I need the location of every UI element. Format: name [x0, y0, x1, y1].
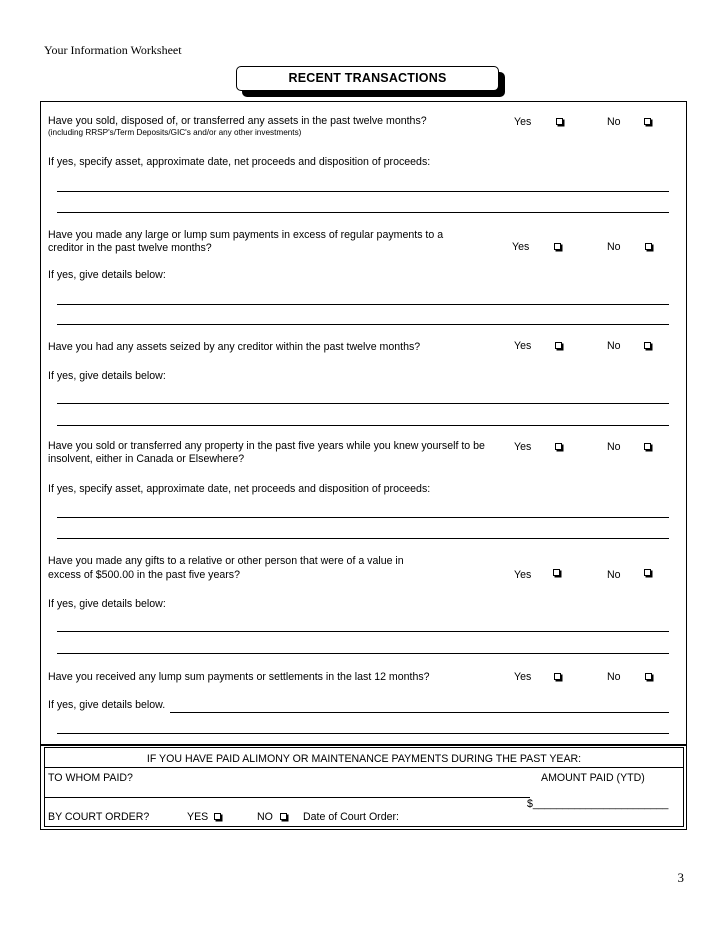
- question-2-no-label: No: [607, 241, 621, 253]
- answer-line[interactable]: [57, 425, 669, 426]
- question-5-no-checkbox[interactable]: [644, 569, 651, 576]
- question-1-subtext: (including RRSP's/Term Deposits/GIC's and/or any other investments): [48, 128, 302, 137]
- amount-paid-label: AMOUNT PAID (YTD): [541, 772, 645, 784]
- answer-line[interactable]: [57, 304, 669, 305]
- question-3-yes-label: Yes: [514, 340, 532, 352]
- amount-paid-field[interactable]: $_______________________: [527, 798, 669, 810]
- answer-line[interactable]: [57, 403, 669, 404]
- court-order-no-label: NO: [257, 811, 273, 823]
- answer-line[interactable]: [57, 191, 669, 192]
- question-5-yes-checkbox[interactable]: [553, 569, 560, 576]
- question-6-no-checkbox[interactable]: [645, 673, 652, 680]
- court-order-no-checkbox[interactable]: [280, 813, 287, 820]
- question-2-text: Have you made any large or lump sum payments in excess of regular payments to a: [48, 229, 444, 241]
- questions-frame: [40, 101, 687, 746]
- question-6-no-label: No: [607, 671, 621, 683]
- question-3-yes-checkbox[interactable]: [555, 342, 562, 349]
- question-2-yes-label: Yes: [512, 241, 530, 253]
- question-3-detail-prompt: If yes, give details below:: [48, 370, 166, 382]
- question-2-detail-prompt: If yes, give details below:: [48, 269, 166, 281]
- question-3-text: Have you had any assets seized by any creditor within the past twelve months?: [48, 341, 421, 353]
- answer-line[interactable]: [57, 517, 669, 518]
- question-5-text-cont: excess of $500.00 in the past five years?: [48, 569, 240, 581]
- answer-line[interactable]: [57, 631, 669, 632]
- worksheet-header: Your Information Worksheet: [44, 43, 182, 57]
- question-4-yes-label: Yes: [514, 441, 532, 453]
- divider: [44, 767, 684, 768]
- question-2-text-cont: creditor in the past twelve months?: [48, 242, 212, 254]
- answer-line[interactable]: [57, 733, 669, 734]
- question-2-no-checkbox[interactable]: [645, 243, 652, 250]
- question-4-yes-checkbox[interactable]: [555, 443, 562, 450]
- question-1-yes-label: Yes: [514, 116, 532, 128]
- question-4-text-cont: insolvent, either in Canada or Elsewhere?: [48, 453, 245, 465]
- question-4-no-checkbox[interactable]: [644, 443, 651, 450]
- question-4-detail-prompt: If yes, specify asset, approximate date, net proceeds and disposition of proceeds:: [48, 483, 431, 495]
- question-2-yes-checkbox[interactable]: [554, 243, 561, 250]
- question-6-detail-prompt: If yes, give details below.: [48, 699, 166, 711]
- court-order-date-label: Date of Court Order:: [303, 811, 399, 823]
- question-4-no-label: No: [607, 441, 621, 453]
- question-1-text: Have you sold, disposed of, or transferred any assets in the past twelve months?: [48, 115, 427, 127]
- court-order-yes-checkbox[interactable]: [214, 813, 221, 820]
- court-order-yes-label: YES: [187, 811, 209, 823]
- section-banner: RECENT TRANSACTIONS: [236, 66, 499, 91]
- answer-line[interactable]: [57, 653, 669, 654]
- question-6-text: Have you received any lump sum payments or settlements in the last 12 months?: [48, 671, 430, 683]
- answer-line[interactable]: [57, 324, 669, 325]
- answer-line[interactable]: [57, 212, 669, 213]
- answer-line[interactable]: [57, 538, 669, 539]
- question-5-no-label: No: [607, 569, 621, 581]
- question-1-no-label: No: [607, 116, 621, 128]
- question-5-text: Have you made any gifts to a relative or other person that were of a value in: [48, 555, 404, 567]
- question-1-detail-prompt: If yes, specify asset, approximate date, net proceeds and disposition of proceeds:: [48, 156, 431, 168]
- court-order-label: BY COURT ORDER?: [48, 811, 150, 823]
- page-number: 3: [677, 870, 684, 885]
- alimony-title: IF YOU HAVE PAID ALIMONY OR MAINTENANCE PAYMENTS DURING THE PAST YEAR:: [146, 753, 582, 765]
- question-3-no-label: No: [607, 340, 621, 352]
- question-5-detail-prompt: If yes, give details below:: [48, 598, 166, 610]
- to-whom-paid-label: TO WHOM PAID?: [48, 772, 133, 784]
- question-6-yes-checkbox[interactable]: [554, 673, 561, 680]
- question-4-text: Have you sold or transferred any property in the past five years while you knew yourself to be: [48, 440, 485, 452]
- question-6-yes-label: Yes: [514, 671, 532, 683]
- question-1-yes-checkbox[interactable]: [556, 118, 563, 125]
- question-1-no-checkbox[interactable]: [644, 118, 651, 125]
- answer-line[interactable]: [170, 712, 669, 713]
- question-5-yes-label: Yes: [514, 569, 532, 581]
- question-3-no-checkbox[interactable]: [644, 342, 651, 349]
- to-whom-paid-field[interactable]: [44, 797, 530, 798]
